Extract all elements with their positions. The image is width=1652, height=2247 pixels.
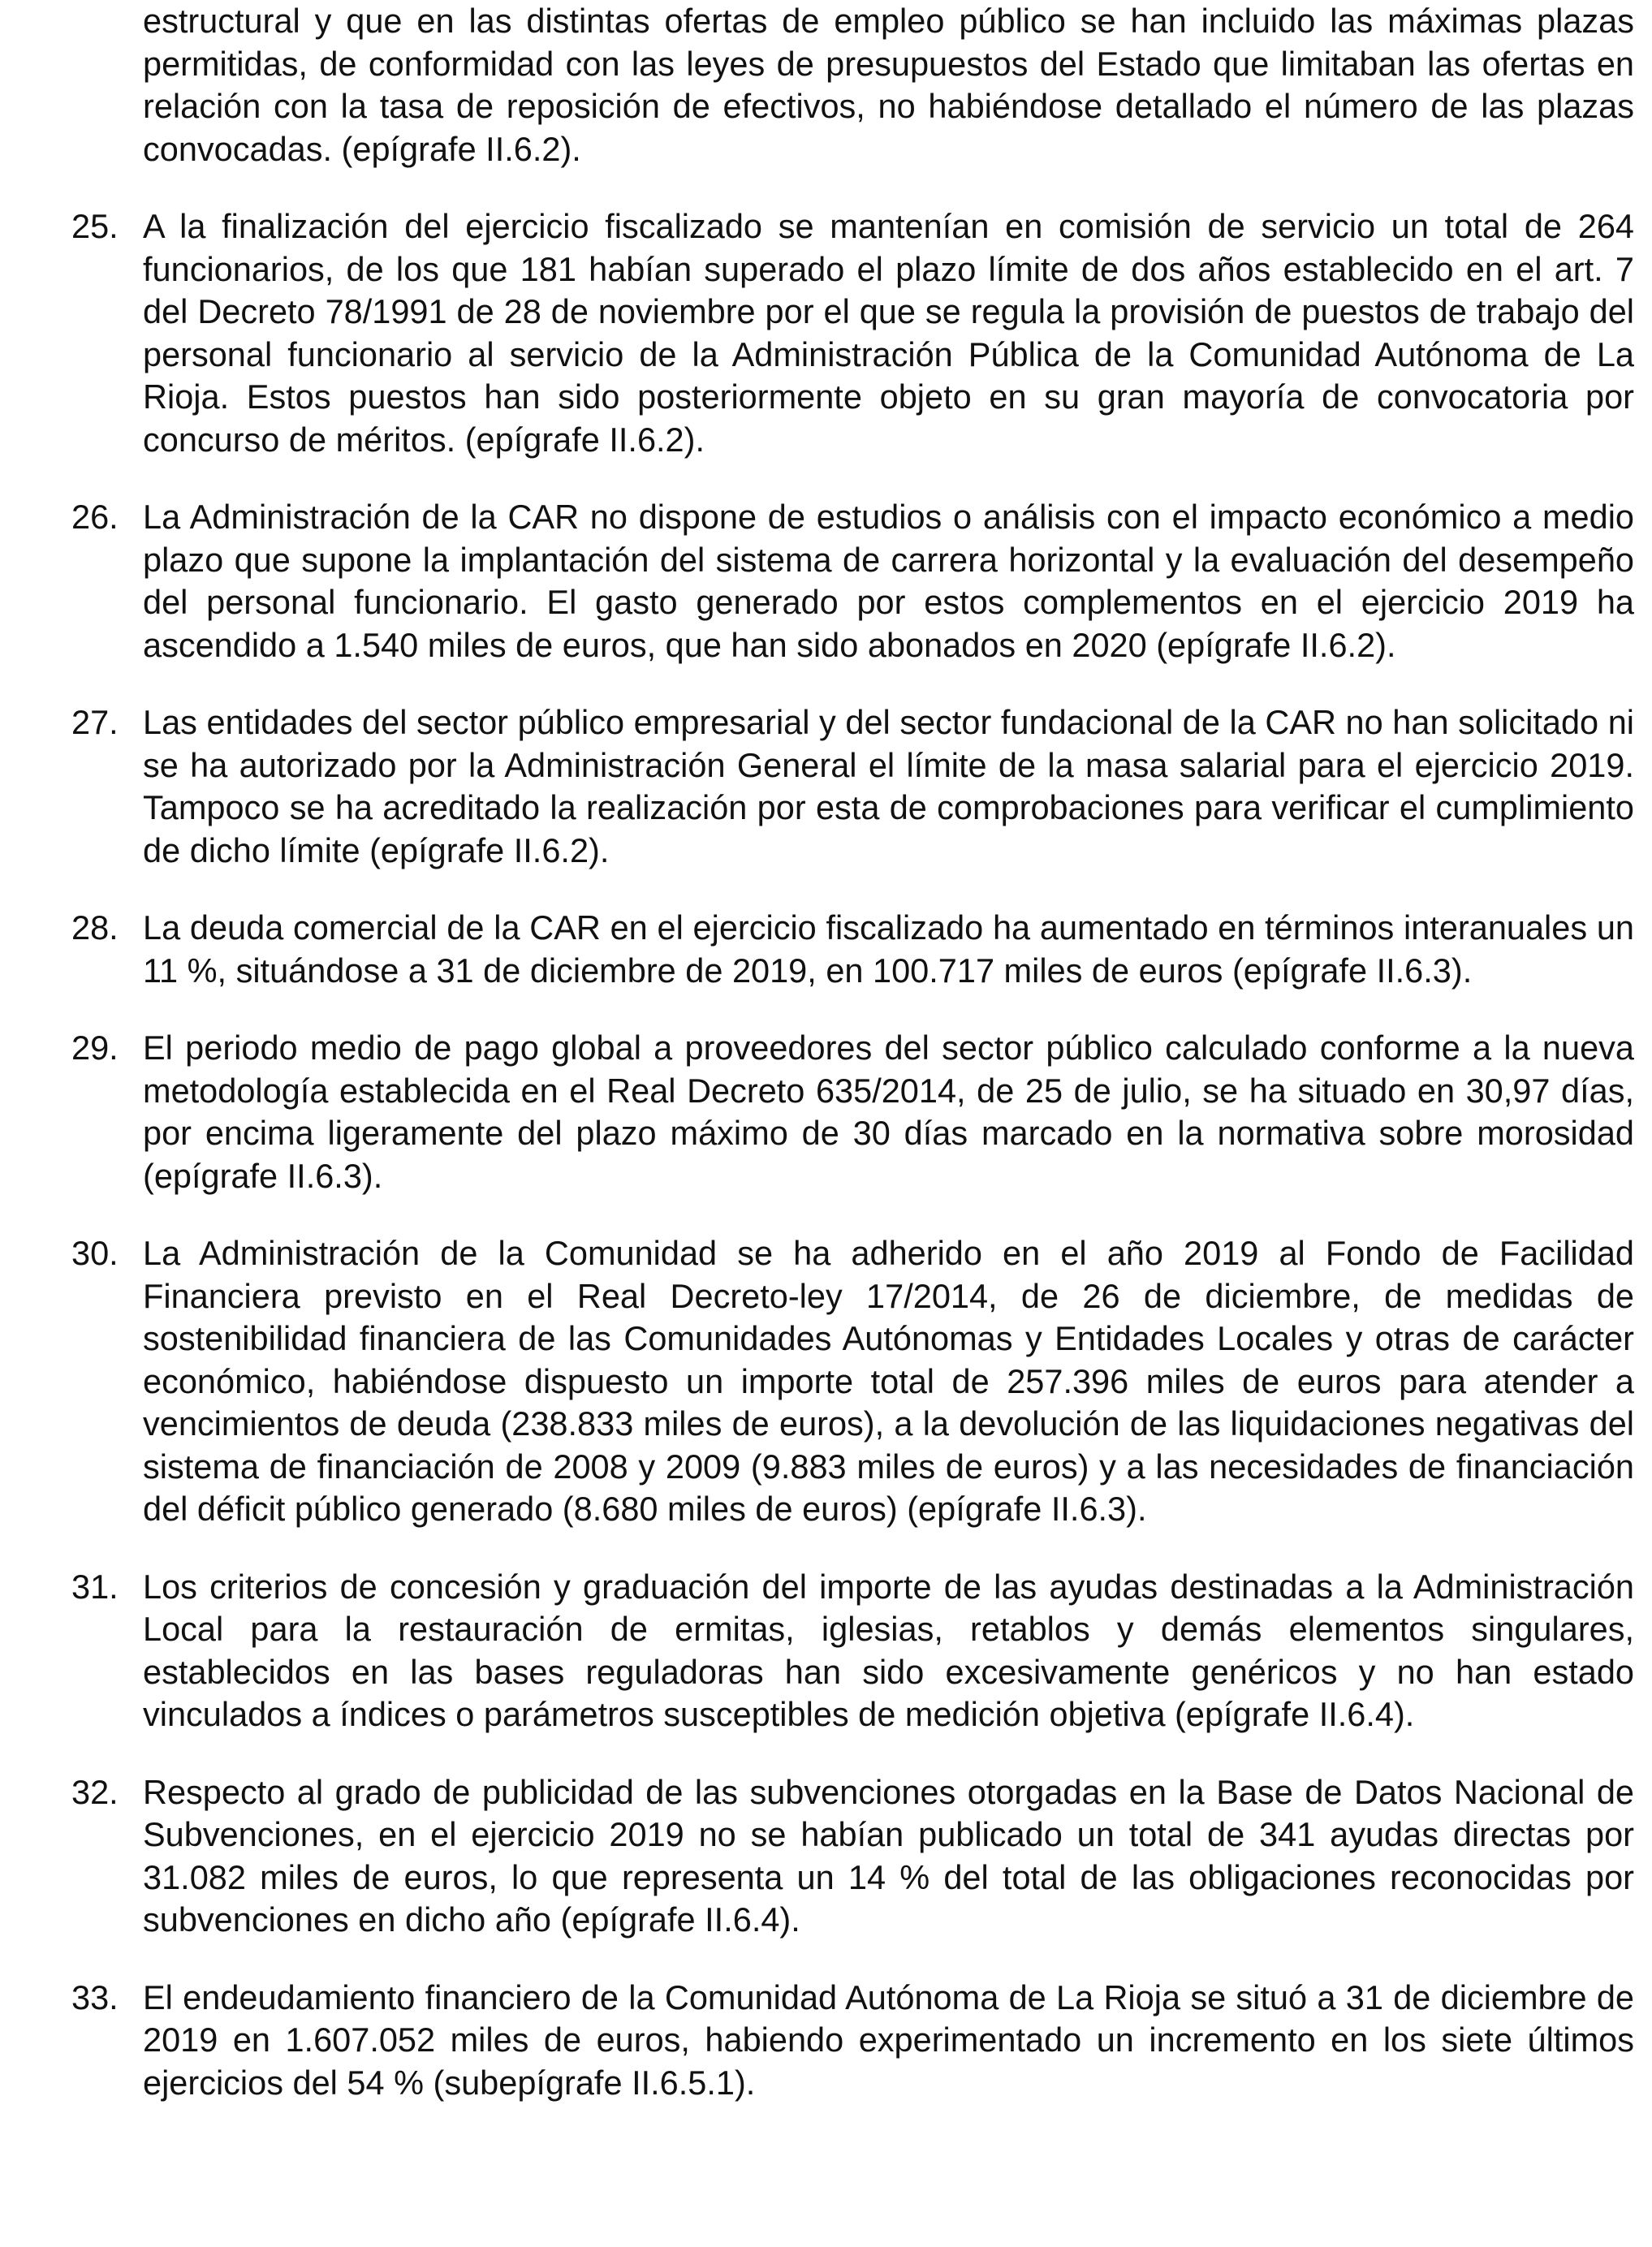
item-text: Las entidades del sector público empresarial y del sector fundacional de la CAR no han solicitado ni se ha autorizado por la Administración General el límite de la masa salarial para el ejercicio 2019. Tampoco se ha acreditado la realización por esta de comprobaciones para verificar el cumplimiento de dicho límite (epígrafe II.6.2). (143, 703, 1634, 869)
item-number: 27. (71, 703, 119, 741)
item-text: La Administración de la CAR no dispone de estudios o análisis con el impacto económico a medio plazo que supone la implantación del sistema de carrera horizontal y la evaluación del desempeño del personal funcionario. El gasto generado por estos complementos en el ejercicio 2019 ha ascendido a 1.540 miles de euros, que han sido abonados en 2020 (epígrafe II.6.2). (143, 498, 1634, 664)
list-item-28 (71, 907, 1634, 992)
document-page (71, 0, 1634, 2139)
list-item-25 (71, 205, 1634, 461)
item-number: 32. (71, 1772, 119, 1811)
list-item-26 (71, 496, 1634, 666)
item-number: 29. (71, 1029, 119, 1067)
item-text: La Administración de la Comunidad se ha adherido en el año 2019 al Fondo de Facilidad Financiera previsto en el Real Decreto-ley 17/2014, de 26 de diciembre, de medidas de sostenibilidad financiera de las Comunidades Autónomas y Entidades Locales y otras de carácter económico, habiéndose dispuesto un importe total de 257.396 miles de euros para atender a vencimientos de deuda (238.833 miles de euros), a la devolución de las liquidaciones negativas del sistema de financiación de 2008 y 2009 (9.883 miles de euros) y a las necesidades de financiación del déficit público generado (8.680 miles de euros) (epígrafe II.6.3). (143, 1234, 1634, 1528)
item-number: 26. (71, 498, 119, 536)
item-text: La deuda comercial de la CAR en el ejercicio fiscalizado ha aumentado en términos interanuales un 11 %, situándose a 31 de diciembre de 2019, en 100.717 miles de euros (epígrafe II.6.3). (143, 908, 1634, 990)
item-number: 30. (71, 1234, 119, 1272)
item-number: 28. (71, 908, 119, 947)
item-text: El endeudamiento financiero de la Comunidad Autónoma de La Rioja se situó a 31 de diciembre de 2019 en 1.607.052 miles de euros, habiendo experimentado un incremento en los siete últimos ejercicios del 54 % (subepígrafe II.6.5.1). (143, 1977, 1634, 2102)
list-item-30 (71, 1232, 1634, 1531)
item-number: 25. (71, 207, 119, 245)
item-text: Respecto al grado de publicidad de las subvenciones otorgadas en la Base de Datos Nacional de Subvenciones, en el ejercicio 2019 no se habían publicado un total de 341 ayudas directas por 31.082 miles de euros, lo que representa un 14 % del total de las obligaciones reconocidas por subvenciones en dicho año (epígrafe II.6.4). (143, 1772, 1634, 1939)
list-item-27 (71, 701, 1634, 872)
item-text: A la finalización del ejercicio fiscalizado se mantenían en comisión de servicio un total de 264 funcionarios, de los que 181 habían superado el plazo límite de dos años establecido en el art. 7 del Decreto 78/1991 de 28 de noviembre por el que se regula la provisión de puestos de trabajo del personal funcionario al servicio de la Administración Pública de la Comunidad Autónoma de La Rioja. Estos puestos han sido posteriormente objeto en su gran mayoría de convocatoria por concurso de méritos. (epígrafe II.6.2). (143, 207, 1634, 459)
list-item-32 (71, 1771, 1634, 1942)
list-item-33 (71, 1977, 1634, 2105)
intro-paragraph: estructural y que en las distintas ofertas de empleo público se han incluido las máximas plazas permitidas, de conformidad con las leyes de presupuestos del Estado que limitaban las ofertas en relación con la tasa de reposición de efectivos, no habiéndose detallado el número de las plazas convocadas. (epígrafe II.6.2). (143, 2, 1634, 168)
item-number: 33. (71, 1977, 119, 2016)
list-item-29 (71, 1027, 1634, 1197)
item-text: El periodo medio de pago global a proveedores del sector público calculado conforme a la nueva metodología establecida en el Real Decreto 635/2014, de 25 de julio, se ha situado en 30,97 días, por encima ligeramente del plazo máximo de 30 días marcado en la normativa sobre morosidad (epígrafe II.6.3). (143, 1029, 1634, 1195)
list-item-31 (71, 1566, 1634, 1736)
item-text: Los criterios de concesión y graduación del importe de las ayudas destinadas a la Administración Local para la restauración de ermitas, iglesias, retablos y demás elementos singulares, establecidos en las bases reguladoras han sido excesivamente genéricos y no han estado vinculados a índices o parámetros susceptibles de medición objetiva (epígrafe II.6.4). (143, 1567, 1634, 1733)
item-number: 31. (71, 1567, 119, 1606)
